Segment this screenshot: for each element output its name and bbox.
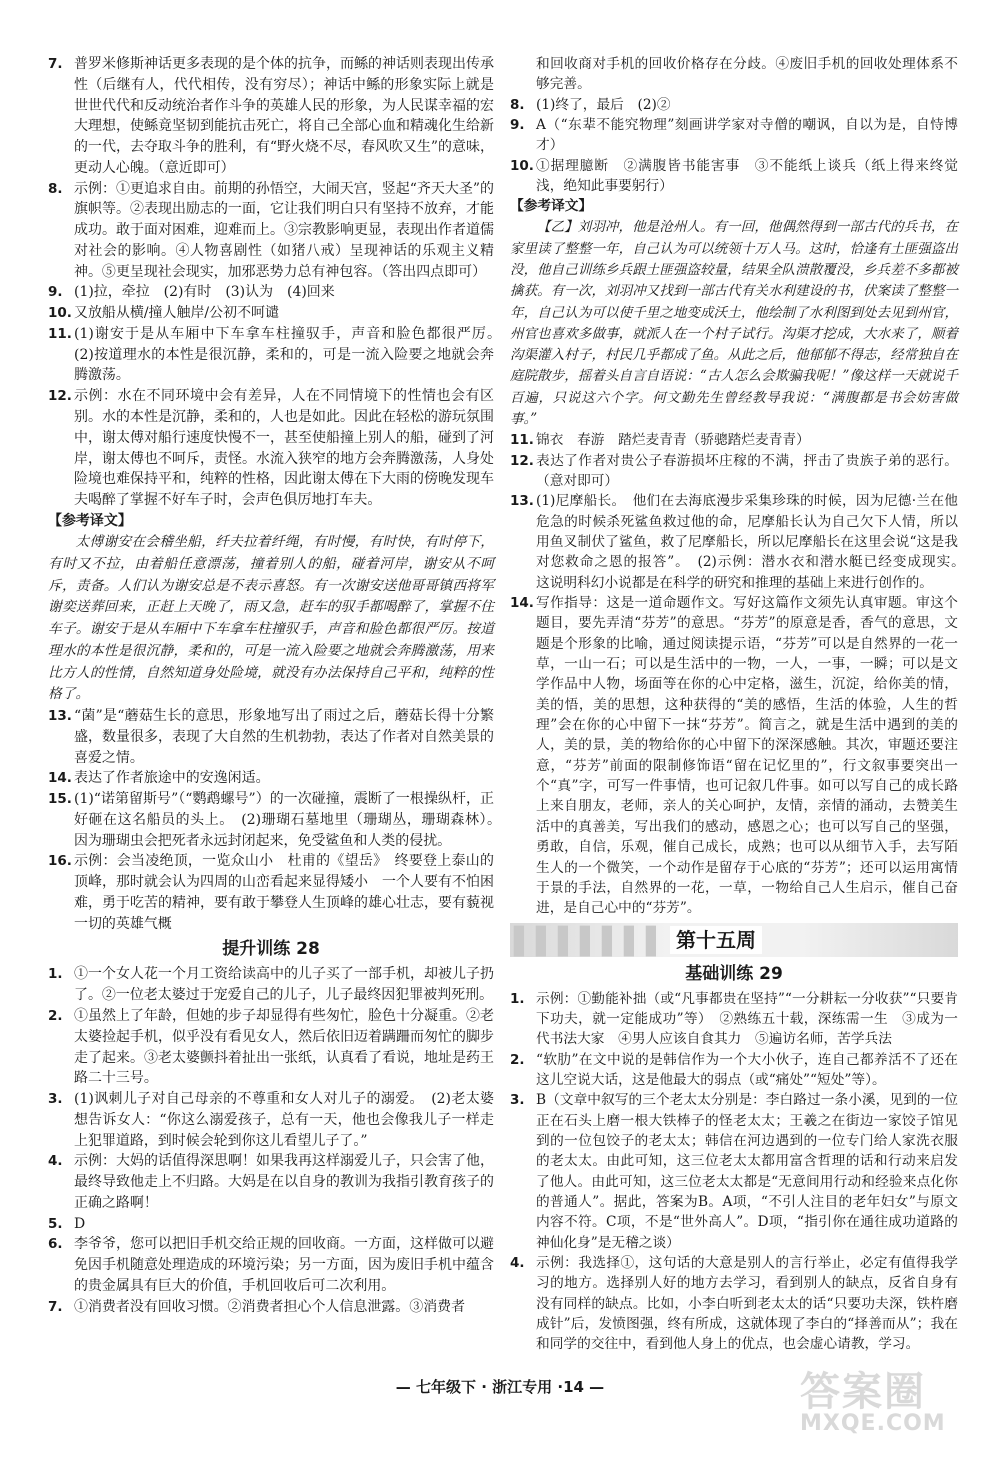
- answer-number: 8.: [48, 180, 63, 197]
- answer-number: 3.: [48, 1091, 63, 1108]
- answer-number: 14.: [510, 595, 534, 612]
- answer-text: (1)尼摩船长。 他们在去海底漫步采集珍珠的时候，因为尼德·兰在他危急的时候杀死鲨鱼救过他的命，尼摩船长认为自己欠下人情，所以用鱼叉制伏了鲨鱼，救了尼摩船长，所以尼摩船长在这里会说“这是我对您救命之恩的报答”。 (2)示例：潜水衣和潜水艇已经变成现实。 这说明科幻小说都是在科学的研究和推理的基础上来进行创作的。: [536, 493, 972, 591]
- answer-text: D: [74, 1215, 86, 1232]
- answer-text: ①据理臆断 ②满腹皆书能害事 ③不能纸上谈兵（纸上得来终觉浅，绝知此事要躬行）: [536, 157, 958, 195]
- section-title: 提升训练 28: [222, 939, 320, 960]
- reference-translation-text: 【乙】刘羽冲，他是沧州人。有一回，他偶然得到一部古代的兵书，在家里读了整整一年，自己认为可以统领十万人马。这时，恰逢有土匪强盗出没，他自己训练乡兵跟土匪强盗较量，结果全队溃散覆没，乡兵差不多都被擒获。有一次，刘羽冲又找到一部古代有关水利建设的书，伏案读了整整一年，自己认为可以使千里之地变成沃土，他绘制了水利图到处去见到州官，州官也喜欢多做事，就派人在一个村子试行。沟渠才挖成，大水来了，顺着沟渠灌入村子，村民几乎都成了鱼。从此之后，他郁郁不得志，经常独自在庭院散步，摇着头自言自语说：“古人怎么会欺骗我呢！”像这样一天就说千百遍，只说这六个字。何文勤先生曾经教导我说：“满腹都是书会妨害做事。”: [510, 219, 958, 427]
- page-footer: — 七年级下 · 浙江专用 ·14 —: [395, 1378, 605, 1396]
- answer-item: [510, 1253, 958, 1355]
- answer-item: [48, 282, 494, 303]
- answer-number: 4.: [48, 1153, 63, 1170]
- answer-item: [510, 1090, 958, 1253]
- answer-number: 15.: [48, 791, 72, 808]
- answer-item: [510, 115, 958, 156]
- answer-number: 9.: [48, 284, 63, 301]
- answer-text: 示例：水在不同环境中会有差异，人在不同情境下的性情也会有区别。水的本性是沉静，柔和的，人也是如此。因此在轻松的游玩氛围中，谢太傅对船行速度快慢不一，甚至使船撞上别人的船，碰到了河岸，谢太傅也不呵斥，责怪。水流入狭窄的地方会奔腾激荡，人身处险境也难保持平和，纯粹的性格，因此谢太傅在下大雨的傍晚发现车夫喝醉了掌握不好车子时，会声色俱厉地打车夫。: [74, 388, 494, 509]
- answer-text: 锦衣 春游 踏烂麦青青（骄骢踏烂麦青青）: [536, 432, 810, 449]
- answer-text: “菌”是“蘑菇生长的意思，形象地写出了雨过之后，蘑菇长得十分繁盛，数量很多，表现了大自然的生机勃勃，表达了作者对自然美景的喜爱之情。: [74, 708, 494, 766]
- watermark-main: 答案圈: [800, 1369, 926, 1415]
- watermark-url: MXQE.COM: [800, 1411, 946, 1436]
- answer-text: (1)终了，最后 (2)②: [536, 96, 671, 113]
- answer-text: 表达了作者旅途中的安逸闲适。: [74, 770, 270, 787]
- answer-item: [48, 1297, 494, 1318]
- answer-item: [48, 706, 494, 768]
- answer-text: ①一个女人花一个月工资给读高中的儿子买了一部手机，却被儿子扔了。②一位老太婆过于宠爱自己的儿子，儿子最终因犯罪被判死刑。: [74, 966, 494, 1004]
- reference-translation-text: 太傅谢安在会稽坐船，纤夫拉着纤绳，有时慢，有时快，有时停下，有时又不拉，由着船任意漂荡，撞着别人的船，碰着河岸，谢安从不呵斥，责备。人们认为谢安总是不表示喜怒。有一次谢安送他哥哥镇西将军谢奕送葬回来，正赶上天晚了，雨又急，赶车的驭手都喝醉了，掌握不住车子。谢安于是从车厢中下车拿车柱撞驭手，声音和脸色都很严厉。按道理水的本性是很沉静，柔和的，可是一流入险要之地就会奔腾激荡，用来比方人的性情，自然知道身处险境，就没有办法保持自己平和，纯粹的性格了。: [48, 534, 494, 703]
- answer-number: 7.: [48, 56, 63, 72]
- answer-text: ①消费者没有回收习惯。②消费者担心个人信息泄露。③消费者: [74, 1298, 466, 1315]
- answer-item: [510, 156, 958, 197]
- answer-text: A（“东辈不能究物理”刻画讲学家对寺僧的嘲讽，自以为是，自恃博才）: [536, 117, 958, 154]
- answer-number: 12.: [510, 452, 534, 469]
- answer-text: (1)拉，牵拉 (2)有时 (3)认为 (4)回来: [74, 284, 335, 301]
- answer-item: [510, 1050, 958, 1091]
- week-title: 第十五周: [670, 926, 762, 954]
- answer-item: [48, 768, 494, 789]
- answer-text: 示例：我选择①，这句话的大意是别人的言行举止，必定有值得我学习的地方。选择别人好的地方去学习，看到别人的缺点，反省自身有没有同样的缺点。比如，小李白听到老太太的话“只要功夫深，铁杵磨成针”后，发愤图强，终有所成，这就体现了李白的“择善而从”；我在和同学的交往中，看到他人身上的优点，也会虚心请教，学习。: [536, 1255, 958, 1353]
- answer-item: [48, 324, 508, 386]
- right-column: [510, 54, 972, 1355]
- answer-text: “软肋”在文中说的是韩信作为一个大小伙子，连自己都养活不了还在这儿空说大话，这是他最大的弱点（或“痛处”“短处”等）。: [536, 1051, 958, 1088]
- answer-number: 10.: [510, 157, 534, 174]
- answer-item: [48, 1089, 494, 1151]
- answer-number: 7.: [48, 1298, 63, 1315]
- watermark-logo: [800, 1360, 970, 1450]
- answer-number: 11.: [48, 325, 72, 342]
- answer-text: 示例：①更追求自由。前期的孙悟空，大闹天宫，竖起“齐天大圣”的旗帜等。②表现出励志的一面，它让我们明白只有坚持不放弃，才能成功。敢于面对困难，迎难而上。③宗教影响更显，表现出作者道儒对社会的影响。④人物喜剧性（如猪八戒）呈现神话的乐观主义精神。⑤更呈现社会现实，加邪恶势力总有神包容。（答出四点即可）: [74, 180, 494, 280]
- answer-text: 写作指导：这是一道命题作文。写好这篇作文须先认真审题。审这个题目，要先弄清“芬芳”的意思。“芬芳”的原意是香，香气的意思，文题是个形象的比喻，通过阅读提示语，“芬芳”可以是自然界的一花一草，一山一石；可以是生活中的一物，一人，一事，一瞬；可以是文学作品中人物，场面等在你的心中定格，滋生，沉淀，给你美的情，美的悟，美的思想，这种获得的“美的感悟，生活的体验，人生的哲理”会在你的心中留下一抹“芬芳”。简言之，就是生活中遇到的美的人，美的景，美的物给你的心中留下的深深感触。其次，审题还要注意，“芬芳”前面的限制修饰语“留在记忆里的”，行文叙事要突出一个“真”字，可写一件事情，也可记叙几件事。如可以写自己的成长路上来自朋友，老师，亲人的关心呵护，友情，亲情的涌动，去赞美生活中的真善美，写出我们的感动，感恩之心；也可以写自己的坚强，勇敢，自信，乐观，催自己成长，成熟；也可以从细节入手，去写陌生人的一个微笑，一个动作是留存于心底的“芬芳”；还可以运用寓情于景的手法，自然界的一花，一草，一物给自己人生启示，催自己奋进，是自己心中的“芬芳”。: [536, 595, 958, 917]
- answer-text: 又放船从横/撞人触岸/公初不呵谴: [74, 305, 279, 322]
- answer-number: 2.: [510, 1051, 525, 1068]
- answer-text: 表达了作者对贵公子春游损坏庄稼的不满，抨击了贵族子弟的恶行。（意对即可）: [536, 452, 958, 489]
- answer-number: 5.: [48, 1215, 63, 1232]
- answer-item: [510, 989, 958, 1050]
- answer-continuation: 和回收商对手机的回收价格存在分歧。④废旧手机的回收处理体系不够完善。: [536, 56, 958, 93]
- answer-item: [48, 54, 494, 179]
- answer-text: (1)“诺第留斯号”（“鹦鹉螺号”）的一次碰撞，震断了一根操纵杆，正好砸在这名船员的头上。 (2)珊瑚石墓地里（珊瑚丛，珊瑚森林）。 因为珊瑚虫会把死者永远封闭起来，免受鲨鱼和人类的侵扰。: [74, 791, 508, 849]
- answer-item: [48, 1234, 494, 1296]
- answer-text: 李爷爷，您可以把旧手机交给正规的回收商。一方面，这样做可以避免因手机随意处理造成的环境污染；另一方面，因为废旧手机中蕴含的贵金属具有巨大的价值，手机回收后可二次利用。: [74, 1236, 494, 1294]
- answer-number: 9.: [510, 117, 525, 134]
- left-column: [48, 54, 508, 1318]
- answer-item: [510, 593, 958, 919]
- answer-number: 6.: [48, 1236, 63, 1253]
- answer-number: 4.: [510, 1255, 525, 1272]
- answer-number: 8.: [510, 96, 525, 113]
- answer-item: [48, 386, 494, 511]
- answer-number: 1.: [48, 966, 63, 983]
- answer-number: 10.: [48, 305, 72, 322]
- answer-text: ①虽然上了年龄，但她的步子却显得有些匆忙，脸色十分凝重。②老太婆捡起手机，似乎没有看见女人，然后依旧迈着蹒跚而匆忙的脚步走了起来。③老太婆颤抖着扯出一张纸，认真看了看说，地址是药王路二十三号。: [74, 1008, 494, 1087]
- answer-item: [48, 1006, 494, 1089]
- answer-item: [48, 851, 494, 934]
- answer-number: 3.: [510, 1092, 525, 1109]
- week-banner: [510, 923, 958, 957]
- answer-item: [48, 303, 494, 324]
- answer-text: 普罗米修斯神话更多表现的是个体的抗争，而鲧的神话则表现出传承性（后继有人，代代相传，没有穷尽）；神话中鲧的形象实际上就是世世代代和反动统治者作斗争的英雄人民的形象，为人民谋幸福的宏大理想，使鲧竟坚韧到能抗击死亡，将自己全部心血和精魂化生给新的一代，去夺取斗争的胜利，有“野火烧不尽，春风吹又生”的意味，更动人心魄。（意近即可）: [74, 56, 494, 176]
- answer-text: 示例：①勤能补拙（或“凡事都贵在坚持”“一分耕耘一分收获”“只要肯下功夫，就一定能成功”等） ②熟练五十载，深练需一生 ③成为一代书法大家 ④男人应该自食其力 ⑤遍访名师，苦学兵法: [536, 990, 958, 1048]
- answer-number: 16.: [48, 853, 72, 870]
- answer-item: [48, 1214, 494, 1235]
- answer-item: [510, 451, 958, 492]
- answer-number: 11.: [510, 432, 534, 449]
- answer-text: B（文章中叙写的三个老太太分别是：李白路过一条小溪，见到的一位正在石头上磨一根大铁棒子的怪老太太；王羲之在街边一家饺子馆见到的一位包饺子的老太太；韩信在河边遇到的一位专门给人家洗衣服的老太太。由此可知，这三位老太太都用富含哲理的话和行动来启发了他人。由此可知，这三位老太太都是“无意间用行动和经验来点化你的普通人”。据此，答案为B。A项，“不引人注目的老年妇女”与原文内容不符。C项，不是“世外高人”。D项，“指引你在通往成功道路的神仙化身”是无稽之谈）: [536, 1092, 958, 1251]
- answer-text: 示例：大妈的话值得深思啊！如果我再这样溺爱儿子，只会害了他，最终导致他走上不归路。大妈是在以自身的教训为我指引教育孩子的正确之路啊！: [74, 1153, 494, 1211]
- answer-number: 13.: [48, 708, 72, 725]
- reference-translation-heading: 【参考译文】: [510, 198, 593, 215]
- answer-item: [48, 1151, 494, 1213]
- answer-number: 2.: [48, 1008, 63, 1025]
- answer-item: [48, 179, 494, 283]
- answer-item: [510, 491, 972, 593]
- section-title: 基础训练 29: [685, 963, 783, 984]
- answer-item: [48, 789, 508, 851]
- answer-number: 12.: [48, 388, 72, 405]
- answer-text: 示例：会当凌绝顶，一览众山小 杜甫的《望岳》 终要登上泰山的顶峰，那时就会认为四周的山峦看起来显得矮小 一个人要有不怕困难，勇于吃苦的精神，要有敢于攀登人生顶峰的雄心壮志，要有藐视一切的英雄气概: [74, 853, 494, 932]
- answer-item: [510, 430, 958, 450]
- answer-text: (1)讽刺儿子对自己母亲的不尊重和女人对儿子的溺爱。 (2)老太婆想告诉女人：“你这么溺爱孩子，总有一天，他也会像我儿子一样走上犯罪道路，到时候会轮到你这儿看望儿子了。”: [74, 1091, 494, 1149]
- answer-item: [48, 964, 494, 1006]
- answer-number: 14.: [48, 770, 72, 787]
- answer-text: (1)谢安于是从车厢中下车拿车柱撞驭手，声音和脸色都很严厉。 (2)按道理水的本性是很沉静，柔和的，可是一流入险要之地就会奔腾激荡。: [74, 325, 508, 384]
- answer-number: 13.: [510, 493, 534, 510]
- answer-number: 1.: [510, 990, 525, 1007]
- reference-translation-heading: 【参考译文】: [48, 512, 132, 529]
- banner-decoration: ▌▌▌▌▌▌▌: [514, 926, 668, 957]
- answer-item: [510, 95, 958, 115]
